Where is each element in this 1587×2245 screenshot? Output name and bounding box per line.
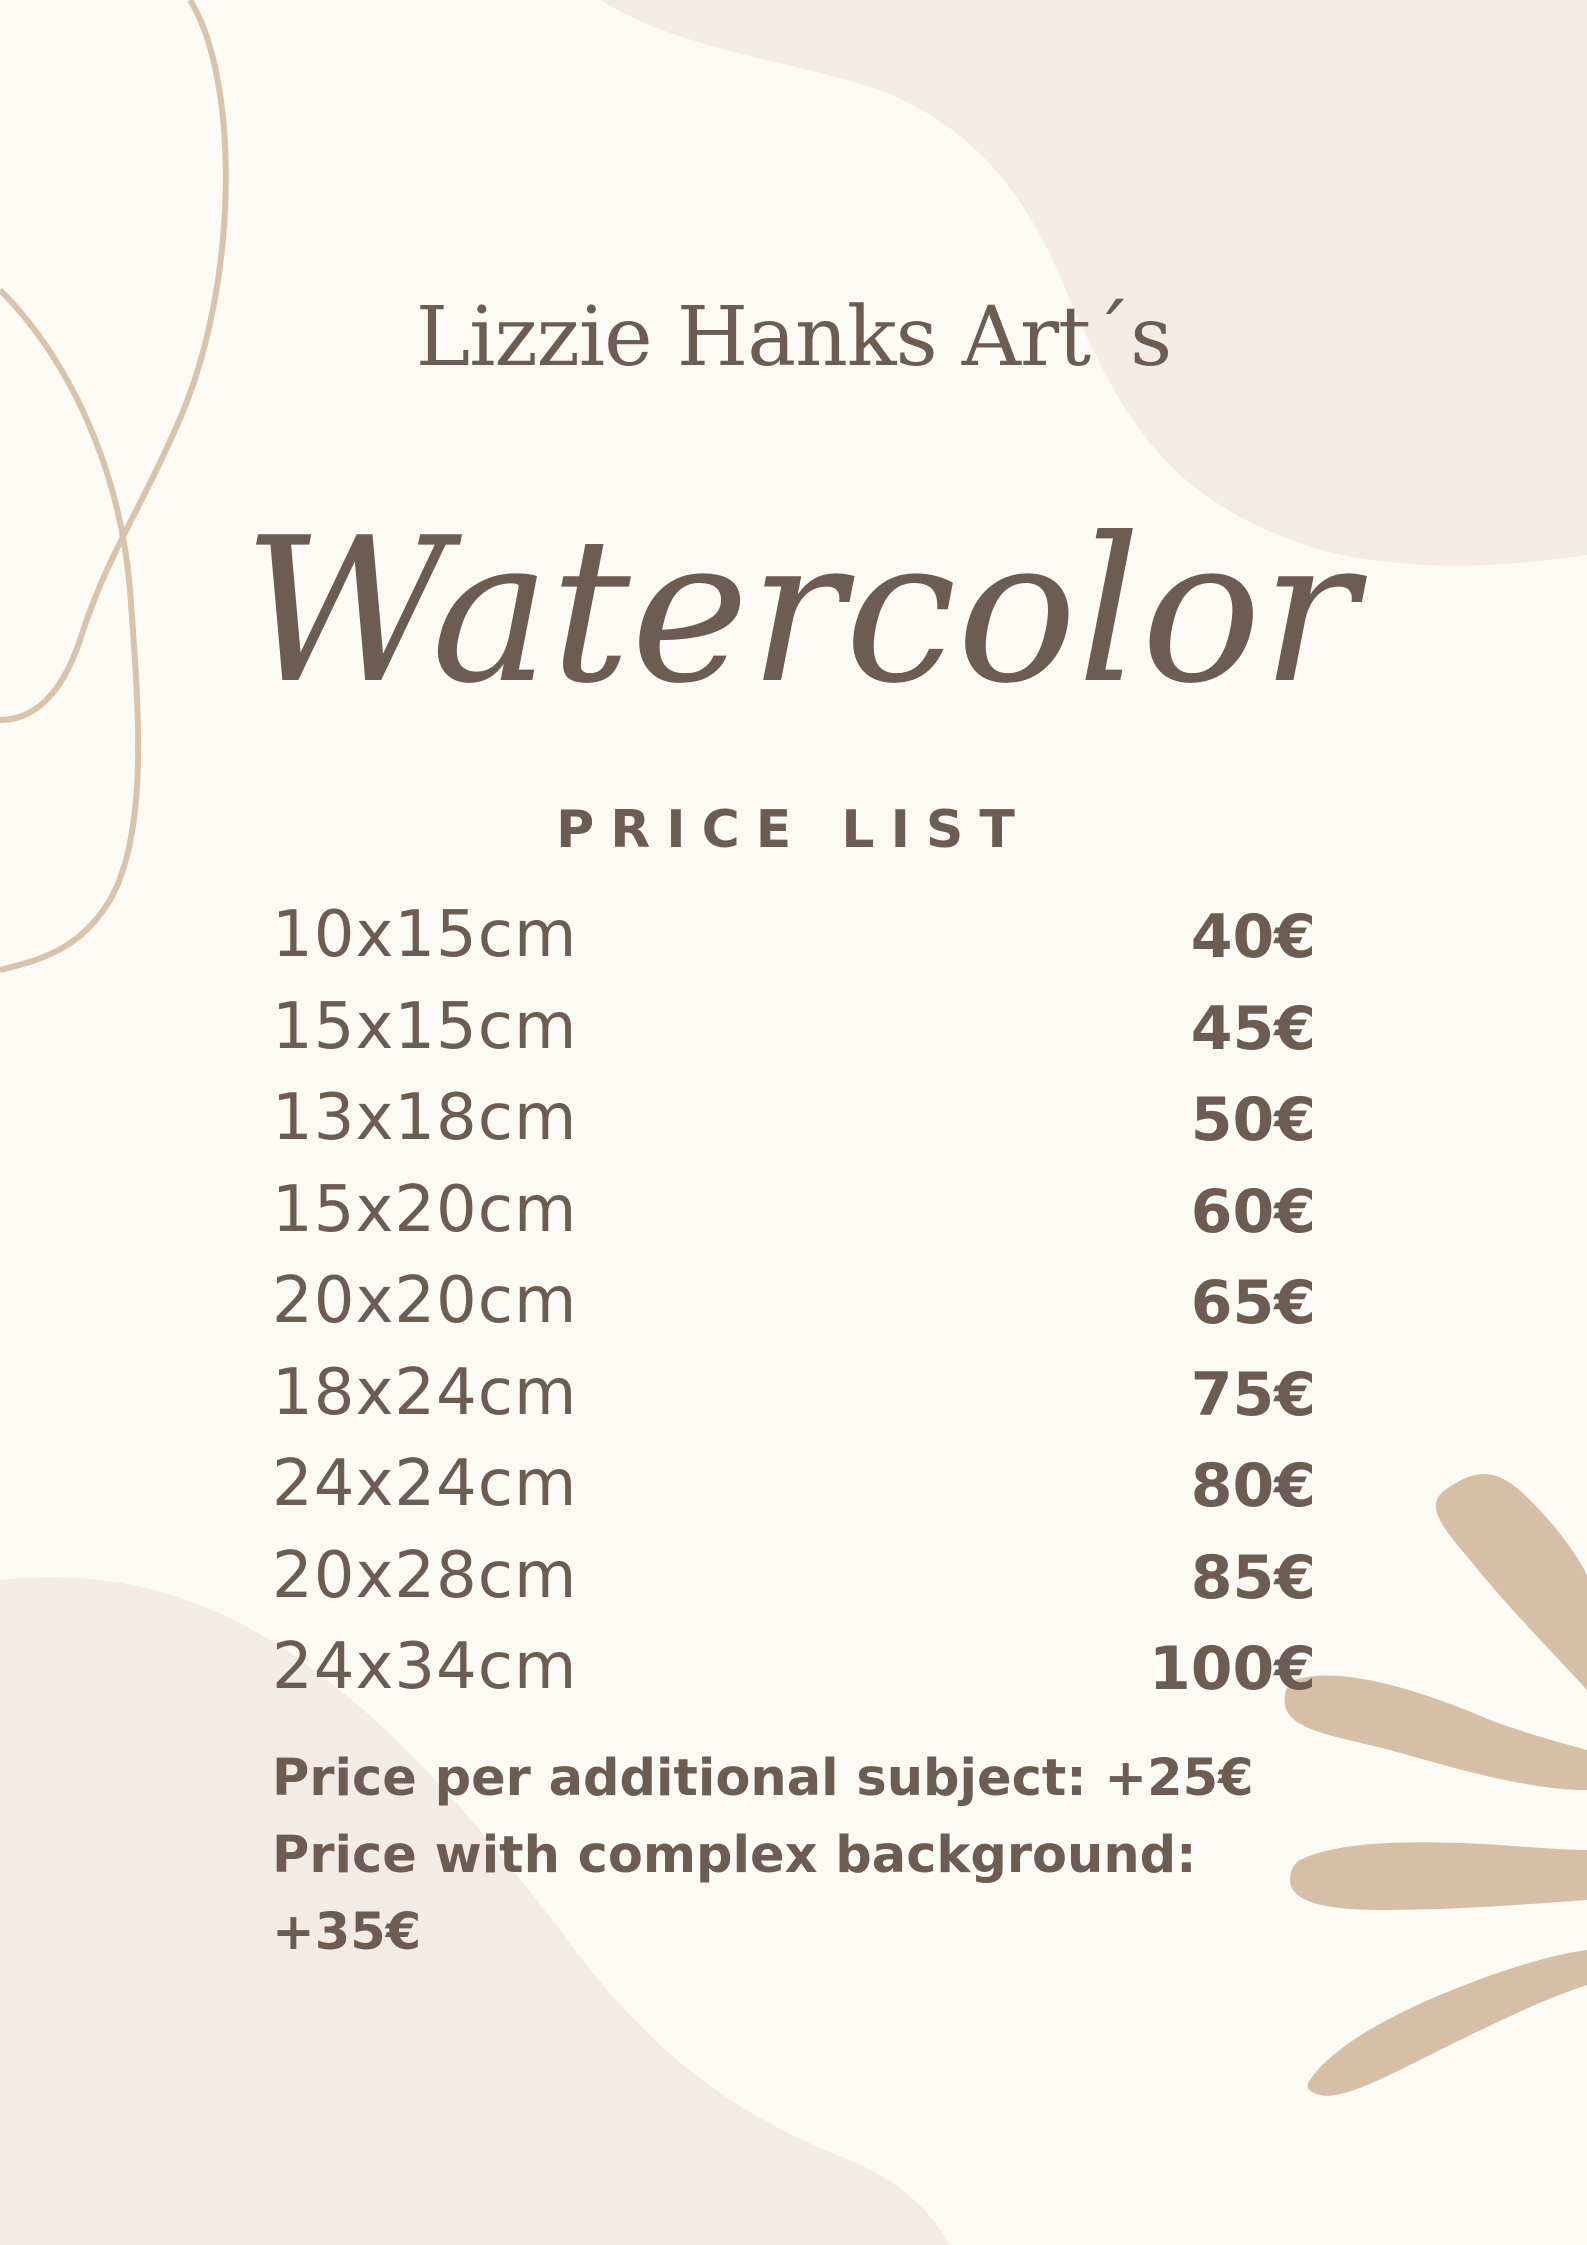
size-label: 20x28cm <box>272 1538 578 1613</box>
complex-background-note: Price with complex background: +35€ <box>272 1826 1197 1962</box>
price-value: 85€ <box>1190 1542 1316 1613</box>
price-value: 45€ <box>1190 993 1316 1064</box>
size-label: 24x24cm <box>272 1447 578 1521</box>
script-title <box>242 440 1358 800</box>
size-label: 10x15cm <box>272 898 578 972</box>
price-row <box>272 1346 1316 1438</box>
size-label: 20x20cm <box>272 1264 578 1338</box>
price-value: 65€ <box>1190 1268 1316 1338</box>
price-value: 50€ <box>1190 1085 1316 1155</box>
price-value: 80€ <box>1190 1451 1316 1521</box>
price-row <box>272 1254 1316 1346</box>
size-label: 24x34cm <box>272 1630 578 1704</box>
price-list-heading: PRICE LIST <box>556 800 1031 860</box>
price-value: 40€ <box>1190 902 1316 972</box>
line-art-inner <box>0 290 138 970</box>
price-list <box>272 888 1316 1712</box>
price-value: 100€ <box>1149 1634 1316 1704</box>
script-title-text: Watercolor <box>242 495 1358 728</box>
size-label: 15x15cm <box>272 989 578 1064</box>
price-row <box>272 1529 1316 1621</box>
leaf-lower <box>1290 1842 1587 1910</box>
size-label: 15x20cm <box>272 1172 578 1247</box>
size-label: 13x18cm <box>272 1081 578 1155</box>
price-row <box>272 1071 1316 1163</box>
size-label: 18x24cm <box>272 1355 578 1430</box>
leaf-top <box>1436 1474 1587 1690</box>
price-row <box>272 1163 1316 1255</box>
leaf-bottom <box>1308 1950 1587 2096</box>
price-value: 60€ <box>1190 1176 1316 1247</box>
price-value: 75€ <box>1190 1359 1316 1430</box>
pricing-notes <box>272 1740 1332 1971</box>
shop-name: Lizzie Hanks Art´s <box>415 290 1172 385</box>
additional-subject-note: Price per additional subject: +25€ <box>272 1749 1254 1808</box>
price-row <box>272 888 1316 980</box>
price-row <box>272 1437 1316 1529</box>
price-row <box>272 1620 1316 1712</box>
price-row <box>272 980 1316 1072</box>
